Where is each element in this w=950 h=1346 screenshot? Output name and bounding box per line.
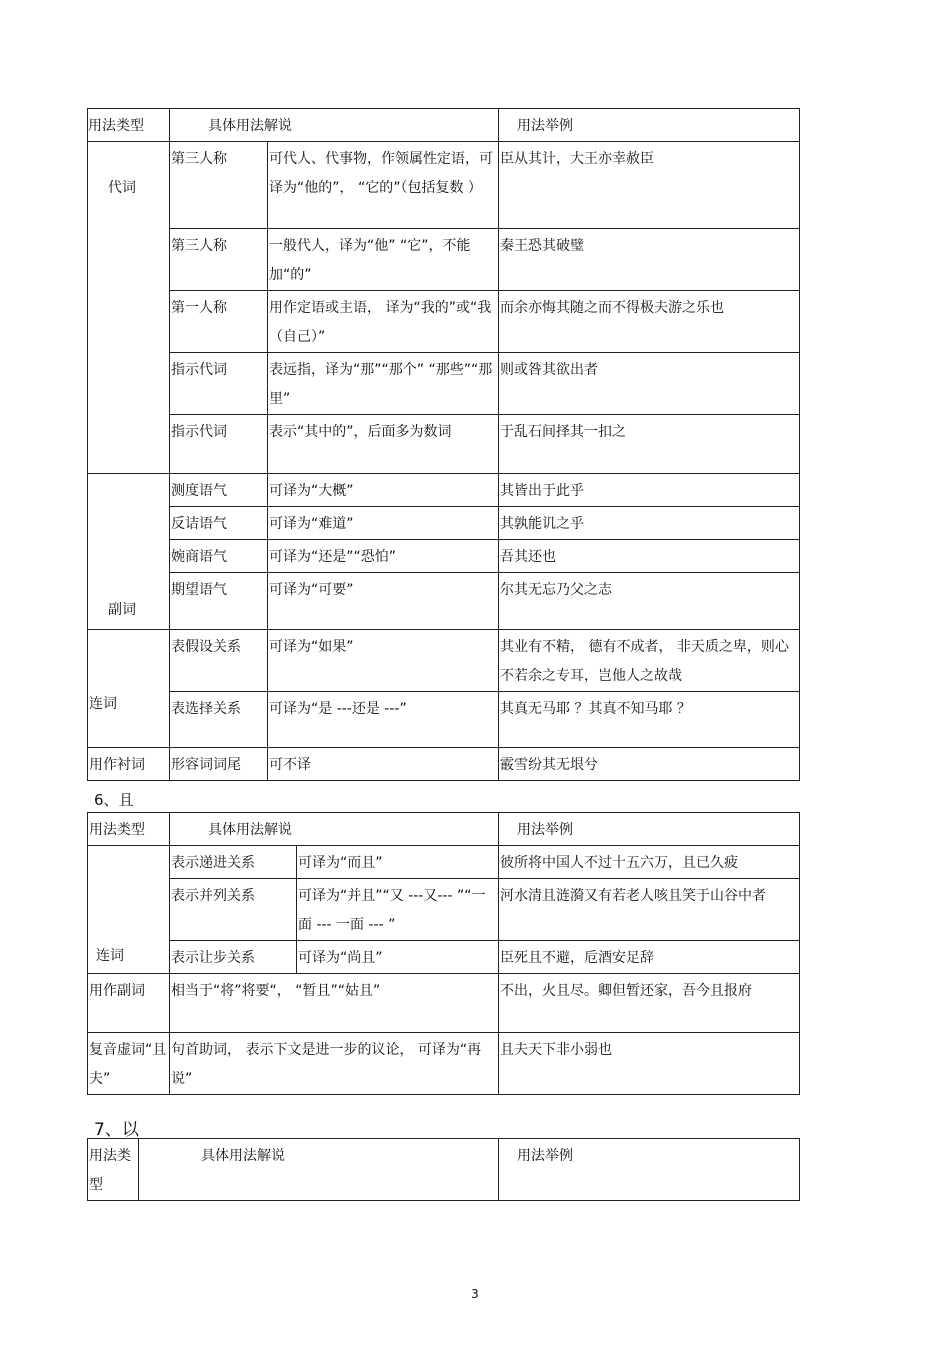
table-row <box>88 415 800 474</box>
table-row <box>88 507 800 540</box>
table-row <box>88 630 800 692</box>
type-cell-lianci: 连词 <box>88 846 170 974</box>
example-cell: 于乱石间择其一扣之 <box>499 415 800 474</box>
example-cell: 而余亦悔其随之而不得极夫游之乐也 <box>499 291 800 353</box>
desc-cell: 表远指，译为“那”“那个” “那些”“那里” <box>268 353 499 415</box>
table-row <box>88 941 800 974</box>
table-header-row <box>88 1139 800 1201</box>
example-cell: 不出，火且尽。卿但暂还家，吾今且报府 <box>499 974 800 1033</box>
header-description: 具体用法解说 <box>139 1139 499 1201</box>
table-row <box>88 142 800 229</box>
header-type: 用法类型 <box>88 109 170 142</box>
type-cell-fuci: 副词 <box>88 474 170 630</box>
table-row <box>88 748 800 781</box>
sub-cell: 指示代词 <box>170 353 268 415</box>
desc-cell: 可译为“难道” <box>268 507 499 540</box>
table-row <box>88 573 800 630</box>
example-cell: 其孰能讥之乎 <box>499 507 800 540</box>
sub-cell: 婉商语气 <box>170 540 268 573</box>
example-cell: 臣死且不避，卮酒安足辞 <box>499 941 800 974</box>
example-cell: 河水清且涟漪又有若老人咳且笑于山谷中者 <box>499 879 800 941</box>
type-cell-lianci: 连词 <box>88 630 170 748</box>
example-cell: 其皆出于此乎 <box>499 474 800 507</box>
header-description: 具体用法解说 <box>170 109 499 142</box>
sub-cell: 测度语气 <box>170 474 268 507</box>
sub-cell: 第三人称 <box>170 142 268 229</box>
sub-cell: 第一人称 <box>170 291 268 353</box>
sub-cell: 反诘语气 <box>170 507 268 540</box>
header-example: 用法举例 <box>499 1139 800 1201</box>
example-cell: 秦王恐其破璧 <box>499 229 800 291</box>
header-type: 用法类型 <box>88 1139 139 1201</box>
header-type: 用法类型 <box>88 813 170 846</box>
header-example: 用法举例 <box>499 813 800 846</box>
table-row <box>88 353 800 415</box>
sub-cell: 表假设关系 <box>170 630 268 692</box>
example-cell: 尔其无忘乃父之志 <box>499 573 800 630</box>
desc-cell: 可译为“是 ---还是 ---” <box>268 692 499 748</box>
type-cell-chenci: 用作衬词 <box>88 748 170 781</box>
table-row <box>88 974 800 1033</box>
table-row <box>88 229 800 291</box>
desc-cell: 一般代人，译为“他” “它”，不能加“的” <box>268 229 499 291</box>
sub-cell: 期望语气 <box>170 573 268 630</box>
table-row <box>88 474 800 507</box>
table-row <box>88 291 800 353</box>
section-title-qie: 6、且 <box>94 791 134 809</box>
sub-cell: 表选择关系 <box>170 692 268 748</box>
table-header-row <box>88 813 800 846</box>
sub-cell: 形容词词尾 <box>170 748 268 781</box>
type-cell-daici: 代词 <box>88 142 170 474</box>
desc-cell: 可译为“大概” <box>268 474 499 507</box>
type-cell-fuci: 用作副词 <box>88 974 170 1033</box>
desc-cell: 可译为“还是”“恐怕” <box>268 540 499 573</box>
example-cell: 其业有不精， 德有不成者， 非天质之卑，则心不若余之专耳，岂他人之故哉 <box>499 630 800 692</box>
desc-cell: 用作定语或主语， 译为“我的”或“我（自己）” <box>268 291 499 353</box>
table-row <box>88 692 800 748</box>
type-cell-fuyin: 复音虚词“且夫” <box>88 1033 170 1095</box>
example-cell: 则或咎其欲出者 <box>499 353 800 415</box>
table-header-row <box>88 109 800 142</box>
desc-cell: 可译为“如果” <box>268 630 499 692</box>
desc-cell: 可译为“可要” <box>268 573 499 630</box>
desc-cell: 可不译 <box>268 748 499 781</box>
sub-cell: 表示让步关系 <box>170 941 297 974</box>
desc-cell: 可译为“而且” <box>297 846 499 879</box>
desc-cell: 可译为“尚且” <box>297 941 499 974</box>
example-cell: 霰雪纷其无垠兮 <box>499 748 800 781</box>
table-row <box>88 1033 800 1095</box>
desc-cell: 可译为“并且”“又 ---又--- ”“一面 --- 一面 --- ” <box>297 879 499 941</box>
table-row <box>88 846 800 879</box>
section-title-yi: 7、以 <box>94 1120 139 1140</box>
table-row <box>88 540 800 573</box>
desc-cell: 句首助词， 表示下文是进一步的议论， 可译为“再说” <box>170 1033 499 1095</box>
example-cell: 其真无马耶 ？其真不知马耶 ？ <box>499 692 800 748</box>
example-cell: 彼所将中国人不过十五六万，且已久疲 <box>499 846 800 879</box>
page-number: 3 <box>471 1287 479 1301</box>
usage-table-qi <box>87 108 800 781</box>
example-cell: 吾其还也 <box>499 540 800 573</box>
usage-table-qie <box>87 812 800 1095</box>
header-description: 具体用法解说 <box>170 813 499 846</box>
table-row <box>88 879 800 941</box>
sub-cell: 第三人称 <box>170 229 268 291</box>
desc-cell: 相当于“将”将要“， “暂且”“姑且” <box>170 974 499 1033</box>
header-example: 用法举例 <box>499 109 800 142</box>
usage-table-yi <box>87 1138 800 1201</box>
sub-cell: 表示并列关系 <box>170 879 297 941</box>
example-cell: 且夫天下非小弱也 <box>499 1033 800 1095</box>
desc-cell: 可代人、代事物，作领属性定语，可译为“他的”， “它的”（包括复数 ） <box>268 142 499 229</box>
example-cell: 臣从其计，大王亦幸赦臣 <box>499 142 800 229</box>
sub-cell: 表示递进关系 <box>170 846 297 879</box>
sub-cell: 指示代词 <box>170 415 268 474</box>
desc-cell: 表示“其中的”，后面多为数词 <box>268 415 499 474</box>
